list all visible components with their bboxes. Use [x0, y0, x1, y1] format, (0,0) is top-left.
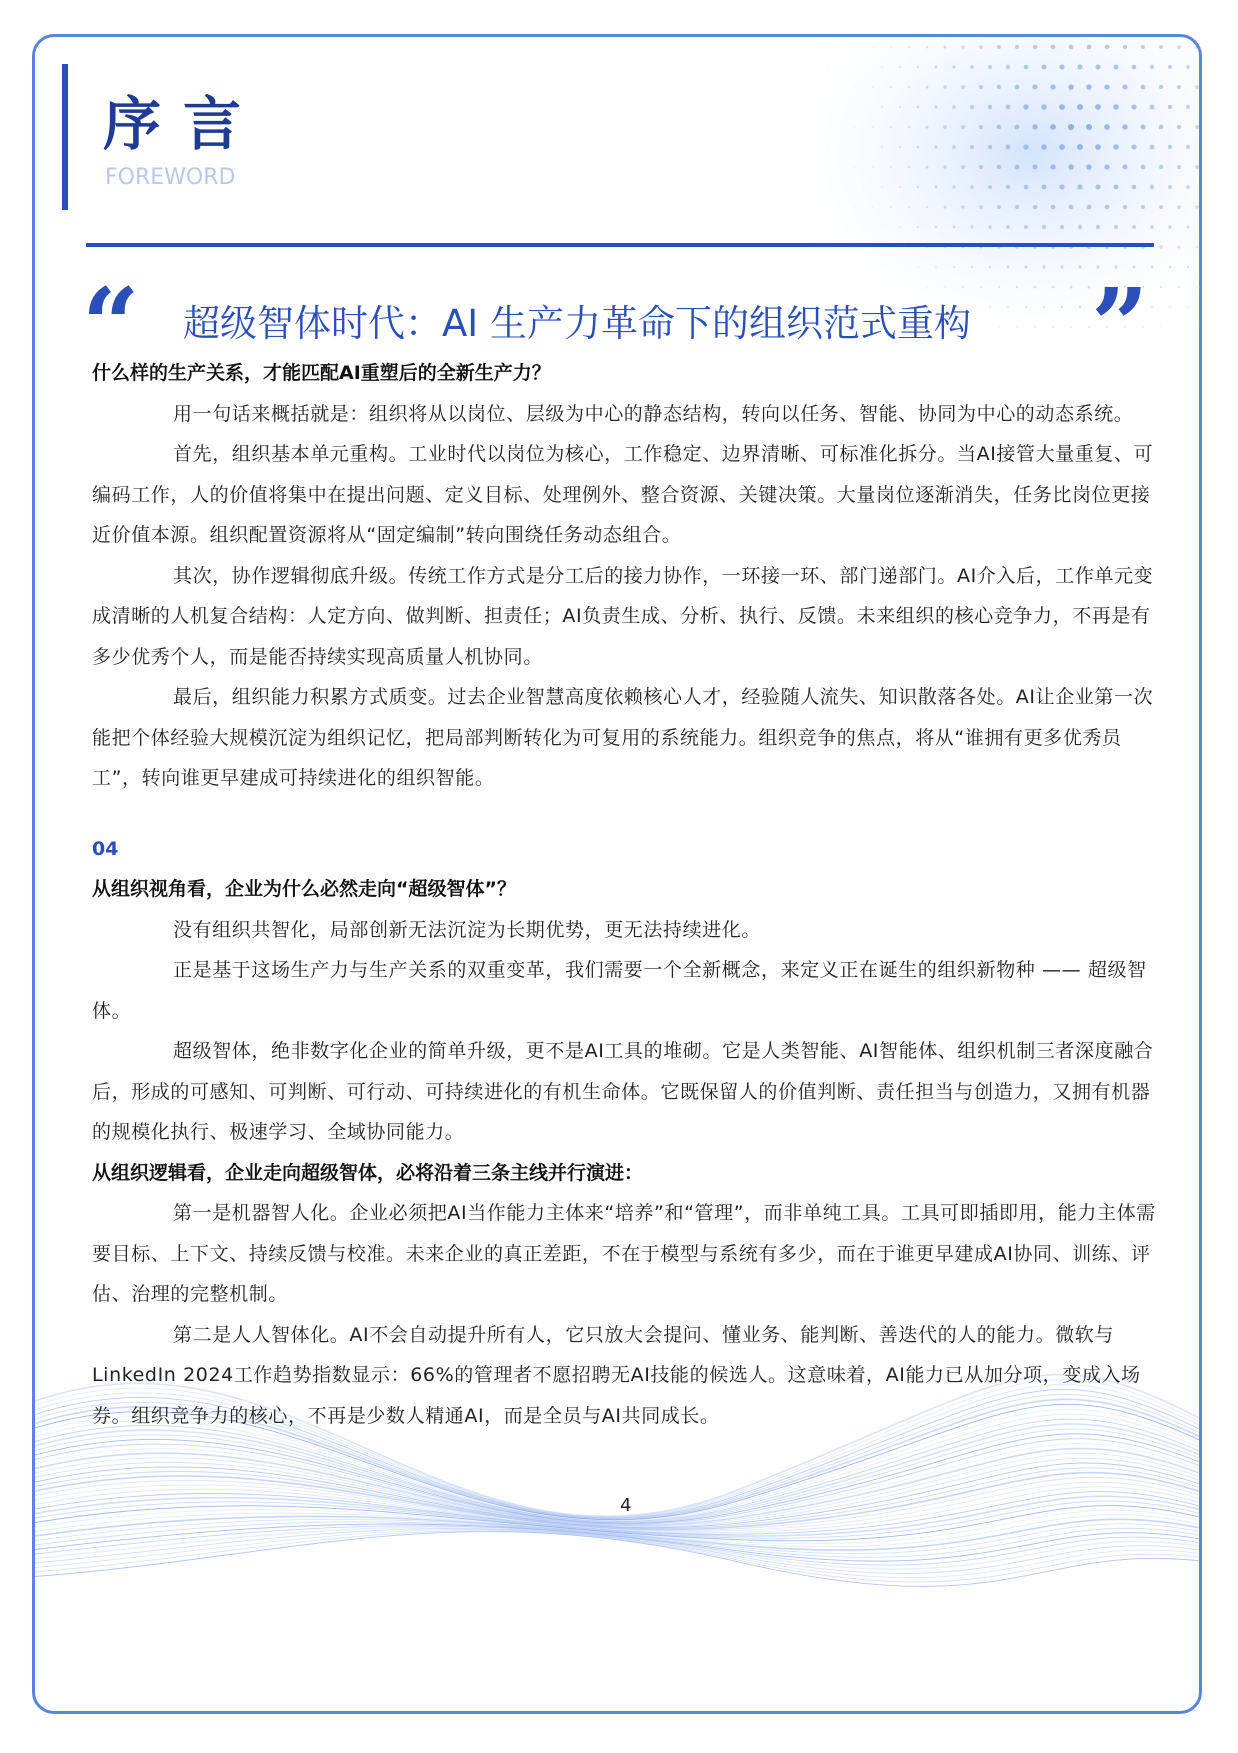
body-paragraph: 第二是人人智体化。AI不会自动提升所有人，它只放大会提问、懂业务、能判断、善迭代的人的能力。微软与LinkedIn 2024工作趋势指数显示：66%的管理者不愿招聘无AI技能的候选人。这意味着，AI能力已从加分项，变成入场券。组织竞争力的核心，不再是少数人精通AI，而是全员与AI共同成长。: [92, 1323, 1141, 1427]
section-question: 从组织视角看，企业为什么必然走向“超级智体”？: [92, 878, 516, 900]
body-paragraph: 第一是机器智人化。企业必须把AI当作能力主体来“培养”和“管理”，而非单纯工具。工具可即插即用，能力主体需要目标、上下文、持续反馈与校准。未来企业的真正差距，不在于模型与系统有多少，而在于谁更早建成AI协同、训练、评估、治理的完整机制。: [92, 1202, 1156, 1305]
body-paragraph: 其次，协作逻辑彻底升级。传统工作方式是分工后的接力协作，一环接一环、部门递部门。AI介入后，工作单元变成清晰的人机复合结构：人定方向、做判断、担责任；AI负责生成、分析、执行、反馈。未来组织的核心竞争力，不再是有多少优秀个人，而是能否持续实现高质量人机协同。: [92, 564, 1154, 668]
section-number: 04: [92, 837, 119, 860]
body-paragraph: 正是基于这场生产力与生产关系的双重变革，我们需要一个全新概念，来定义正在诞生的组织新物种 —— 超级智体。: [92, 959, 1147, 1022]
section-spacer: [92, 799, 1160, 829]
title-accent-bar: [62, 64, 68, 210]
section-question: 什么样的生产关系，才能匹配AI重塑后的全新生产力？: [92, 362, 551, 384]
headline: 超级智体时代：AI 生产力革命下的组织范式重构: [183, 302, 971, 345]
page-number: 4: [620, 1495, 632, 1516]
page-subtitle: FOREWORD: [105, 165, 236, 190]
body-content: [92, 353, 1160, 1436]
body-paragraph: 用一句话来概括就是：组织将从以岗位、层级为中心的静态结构，转向以任务、智能、协同为中心的动态系统。: [173, 402, 1134, 425]
page-frame: [32, 34, 1202, 1714]
section-question: 从组织逻辑看，企业走向超级智体，必将沿着三条主线并行演进：: [92, 1161, 644, 1184]
header-divider: [86, 243, 1154, 247]
close-quote-icon: ”: [1091, 266, 1149, 384]
open-quote-icon: “: [82, 266, 140, 384]
page-title: 序言: [103, 90, 264, 158]
body-paragraph: 最后，组织能力积累方式质变。过去企业智慧高度依赖核心人才，经验随人流失、知识散落各处。AI让企业第一次能把个体经验大规模沉淀为组织记忆，把局部判断转化为可复用的系统能力。组织竞争的焦点，将从“谁拥有更多优秀员工”，转向谁更早建成可持续进化的组织智能。: [92, 686, 1154, 789]
body-paragraph: 超级智体，绝非数字化企业的简单升级，更不是AI工具的堆砌。它是人类智能、AI智能体、组织机制三者深度融合后，形成的可感知、可判断、可行动、可持续进化的有机生命体。它既保留人的价值判断、责任担当与创造力，又拥有机器的规模化执行、极速学习、全域协同能力。: [92, 1040, 1154, 1143]
body-paragraph: 没有组织共智化，局部创新无法沉淀为长期优势，更无法持续进化。: [173, 918, 762, 941]
body-paragraph: 首先，组织基本单元重构。工业时代以岗位为核心，工作稳定、边界清晰、可标准化拆分。当AI接管大量重复、可编码工作，人的价值将集中在提出问题、定义目标、处理例外、整合资源、关键决策。大量岗位逐渐消失，任务比岗位更接近价值本源。组织配置资源将从“固定编制”转向围绕任务动态组合。: [92, 443, 1154, 546]
